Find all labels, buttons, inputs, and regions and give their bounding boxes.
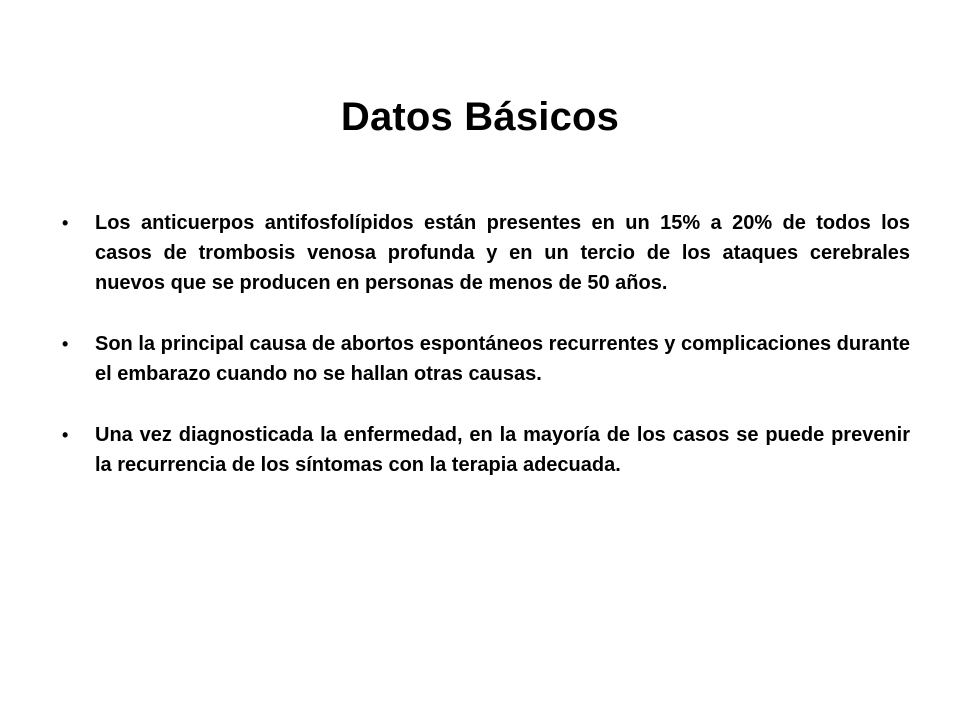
bullet-list <box>62 208 910 480</box>
bullet-dot-icon: • <box>62 213 69 233</box>
bullet-item <box>62 208 910 298</box>
bullet-dot-icon: • <box>62 334 69 354</box>
bullet-dot-icon: • <box>62 425 69 445</box>
bullet-item <box>62 329 910 389</box>
bullet-text: Son la principal causa de abortos espontáneos recurrentes y complicaciones durante el embarazo cuando no se hallan otras causas. <box>95 333 910 385</box>
slide-title: Datos Básicos <box>340 94 620 139</box>
bullet-item <box>62 420 910 480</box>
bullet-text: Una vez diagnosticada la enfermedad, en la mayoría de los casos se puede prevenir la recurrencia de los síntomas con la terapia adecuada. <box>95 424 910 476</box>
bullet-text: Los anticuerpos antifosfolípidos están presentes en un 15% a 20% de todos los casos de trombosis venosa profunda y en un tercio de los ataques cerebrales nuevos que se producen en personas de menos de 50 años. <box>95 212 910 294</box>
